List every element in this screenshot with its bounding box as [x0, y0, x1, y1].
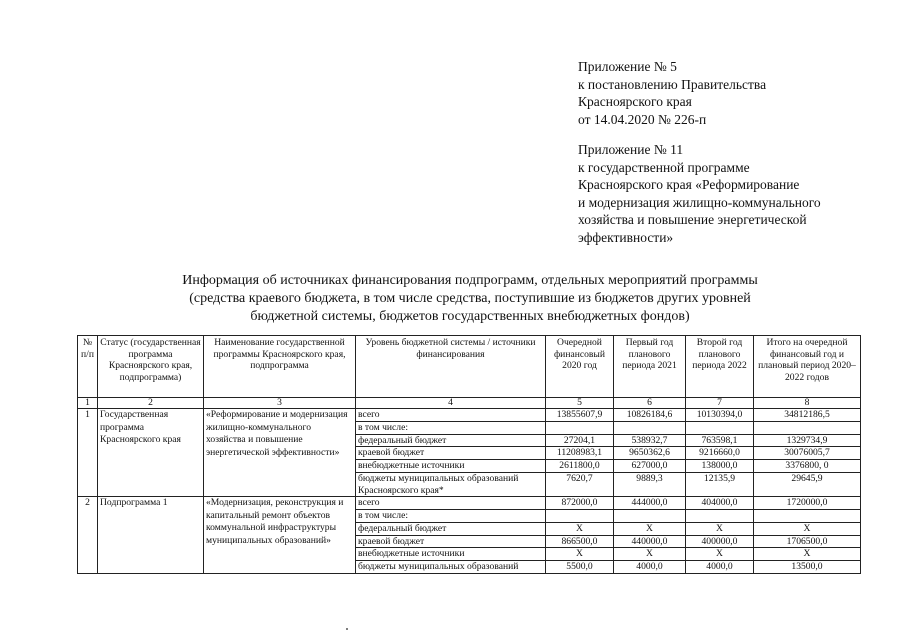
appendix-5-line: Красноярского края — [578, 94, 692, 109]
heading-line: Информация об источниках финансирования подпрограмм, отдельных мероприятий программы — [182, 273, 758, 288]
value-2021: 538932,7 — [614, 434, 686, 447]
column-number: 1 — [78, 398, 98, 409]
column-number: 8 — [754, 398, 861, 409]
table-row — [78, 497, 861, 510]
row-program-name: «Модернизация, реконструкция и капитальный ремонт объектов коммунальной инфраструктуры муниципальных образований» — [204, 497, 356, 574]
value-2020: 2611800,0 — [546, 460, 614, 473]
value-2021: 10826184,6 — [614, 409, 686, 422]
appendix-5-line: к постановлению Правительства — [578, 76, 767, 92]
source-cell: федеральный бюджет — [356, 434, 546, 447]
value-total: X — [754, 548, 861, 561]
value-2021: 444000,0 — [614, 497, 686, 510]
value-2022: 763598,1 — [686, 434, 754, 447]
value-2022: 400000,0 — [686, 535, 754, 548]
source-cell: всего — [356, 409, 546, 422]
column-number: 6 — [614, 398, 686, 409]
value-2021: 627000,0 — [614, 460, 686, 473]
value-2022: 138000,0 — [686, 460, 754, 473]
value-total: 1720000,0 — [754, 497, 861, 510]
value-2021 — [614, 509, 686, 522]
appendix-11-line: и модернизация жилищно-коммунального — [578, 194, 821, 210]
source-cell: внебюджетные источники — [356, 460, 546, 473]
header-num: № п/п — [78, 336, 98, 398]
table-row — [78, 409, 861, 422]
value-2020 — [546, 509, 614, 522]
value-2020: 13855607,9 — [546, 409, 614, 422]
value-2021: 440000,0 — [614, 535, 686, 548]
value-2022: 4000,0 — [686, 561, 754, 574]
value-total: 1329734,9 — [754, 434, 861, 447]
value-total: 30076005,7 — [754, 447, 861, 460]
appendix-5-line: Приложение № 5 — [578, 59, 677, 74]
value-2020: X — [546, 548, 614, 561]
value-2020: 866500,0 — [546, 535, 614, 548]
value-2021: X — [614, 548, 686, 561]
header-total: Итого на очередной финансовый год и плановый период 2020–2022 годов — [754, 336, 861, 398]
heading-line: (средства краевого бюджета, в том числе средства, поступившие из бюджетов других уровней — [189, 291, 751, 306]
appendix-11-line: Приложение № 11 — [578, 142, 684, 157]
value-total — [754, 509, 861, 522]
value-2021: 4000,0 — [614, 561, 686, 574]
value-total: 13500,0 — [754, 561, 861, 574]
header-status: Статус (государственная программа Красноярского края, подпрограмма) — [98, 336, 204, 398]
value-2022: 9216660,0 — [686, 447, 754, 460]
value-total: 3376800, 0 — [754, 460, 861, 473]
value-2020: 27204,1 — [546, 434, 614, 447]
column-number: 4 — [356, 398, 546, 409]
source-cell: краевой бюджет — [356, 447, 546, 460]
value-2022 — [686, 509, 754, 522]
column-number: 2 — [98, 398, 204, 409]
source-cell: федеральный бюджет — [356, 522, 546, 535]
value-2022: 12135,9 — [686, 472, 754, 496]
value-2020: 872000,0 — [546, 497, 614, 510]
source-cell: бюджеты муниципальных образований — [356, 561, 546, 574]
value-2020 — [546, 421, 614, 434]
value-total: 1706500,0 — [754, 535, 861, 548]
value-2022 — [686, 421, 754, 434]
appendix-11-line: эффективности» — [578, 229, 674, 245]
value-total: 29645,9 — [754, 472, 861, 496]
value-2020: 7620,7 — [546, 472, 614, 496]
header-2020: Очередной финансовый 2020 год — [546, 336, 614, 398]
row-number: 1 — [78, 409, 98, 497]
header-2021: Первый год планового периода 2021 — [614, 336, 686, 398]
source-cell: всего — [356, 497, 546, 510]
column-number: 5 — [546, 398, 614, 409]
value-2020: 11208983,1 — [546, 447, 614, 460]
row-status: Подпрограмма 1 — [98, 497, 204, 574]
column-number: 7 — [686, 398, 754, 409]
scan-speck — [346, 628, 348, 630]
value-total — [754, 421, 861, 434]
value-2020: X — [546, 522, 614, 535]
column-number: 3 — [204, 398, 356, 409]
appendix-11-line: к государственной программе — [578, 159, 750, 175]
appendix-11-block — [578, 141, 821, 246]
document-heading — [110, 272, 830, 326]
value-2022: X — [686, 548, 754, 561]
appendix-11-line: Красноярского края «Реформирование — [578, 177, 800, 192]
row-number: 2 — [78, 497, 98, 574]
header-row — [78, 336, 861, 398]
value-2021: X — [614, 522, 686, 535]
value-2022: X — [686, 522, 754, 535]
financing-table — [77, 335, 861, 574]
value-total: X — [754, 522, 861, 535]
column-number-row — [78, 398, 861, 409]
value-total: 34812186,5 — [754, 409, 861, 422]
source-cell: в том числе: — [356, 421, 546, 434]
appendix-5-line: от 14.04.2020 № 226-п — [578, 111, 707, 127]
value-2021 — [614, 421, 686, 434]
source-cell: краевой бюджет — [356, 535, 546, 548]
source-cell: в том числе: — [356, 509, 546, 522]
value-2021: 9650362,6 — [614, 447, 686, 460]
source-cell: внебюджетные источники — [356, 548, 546, 561]
row-program-name: «Реформирование и модернизация жилищно-коммунального хозяйства и повышение энергетической эффективности» — [204, 409, 356, 497]
value-2021: 9889,3 — [614, 472, 686, 496]
appendix-11-line: хозяйства и повышение энергетической — [578, 212, 807, 227]
header-2022: Второй год планового периода 2022 — [686, 336, 754, 398]
source-cell: бюджеты муниципальных образований Красноярского края* — [356, 472, 546, 496]
header-level: Уровень бюджетной системы / источники финансирования — [356, 336, 546, 398]
row-status: Государственная программа Красноярского края — [98, 409, 204, 497]
value-2022: 404000,0 — [686, 497, 754, 510]
heading-line: бюджетной системы, бюджетов государственных внебюджетных фондов) — [250, 309, 690, 324]
header-name: Наименование государственной программы Красноярского края, подпрограмма — [204, 336, 356, 398]
value-2020: 5500,0 — [546, 561, 614, 574]
appendix-5-block — [578, 58, 766, 128]
value-2022: 10130394,0 — [686, 409, 754, 422]
